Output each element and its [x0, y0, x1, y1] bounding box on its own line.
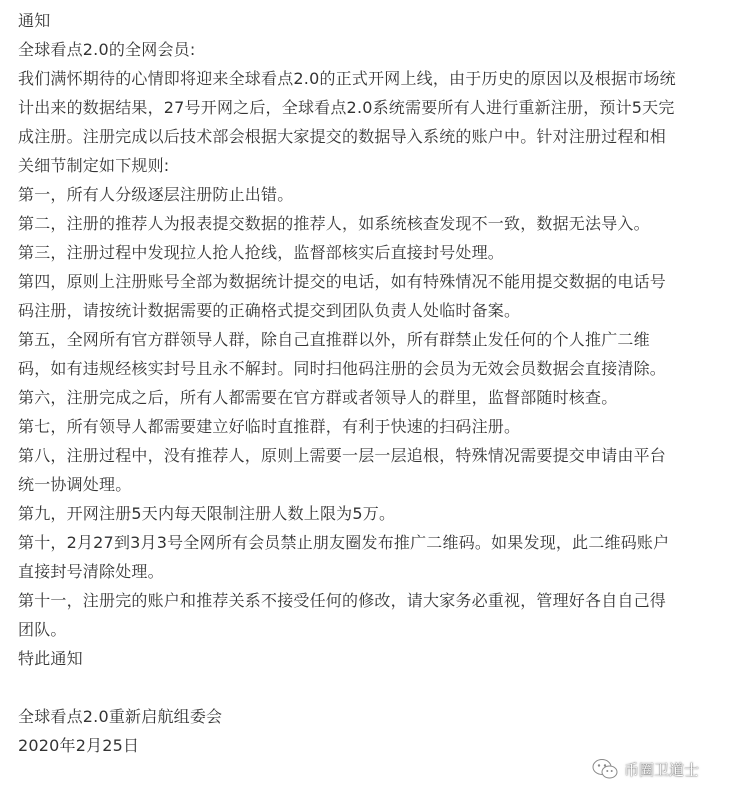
rule-line: 第一，所有人分级逐层注册防止出错。 [18, 185, 294, 204]
rule-line: 第四，原则上注册账号全部为数据统计提交的电话，如有特殊情况不能用提交数据的电话号 [18, 272, 667, 291]
rule-line: 团队。 [18, 620, 67, 639]
notice-signature: 全球看点2.0重新启航组委会 [18, 707, 223, 726]
intro-line: 我们满怀期待的心情即将迎来全球看点2.0的正式开网上线，由于历史的原因以及根据市场统 [18, 69, 676, 88]
rule-line: 第九，开网注册5天内每天限制注册人数上限为5万。 [18, 504, 396, 523]
notice-salutation: 全球看点2.0的全网会员: [18, 40, 196, 59]
rule-10 [18, 528, 730, 586]
watermark-text: 币圈卫道士 [624, 760, 700, 779]
rule-line: 第八，注册过程中，没有推荐人，原则上需要一层一层追根，特殊情况需要提交申请由平台 [18, 446, 667, 465]
notice-title: 通知 [18, 11, 51, 30]
rule-2 [18, 209, 730, 238]
rule-line: 第十一，注册完的账户和推荐关系不接受任何的修改，请大家务必重视，管理好各自自己得 [18, 591, 667, 610]
rule-line: 直接封号清除处理。 [18, 562, 164, 581]
intro-line: 计出来的数据结果，27号开网之后，全球看点2.0系统需要所有人进行重新注册，预计5天完 [18, 98, 675, 117]
notice-date: 2020年2月25日 [18, 736, 140, 755]
rule-9 [18, 499, 730, 528]
rule-line: 第三，注册过程中发现拉人抢人抢线，监督部核实后直接封号处理。 [18, 243, 505, 262]
notice-intro [18, 64, 730, 180]
wechat-icon [592, 758, 618, 780]
rule-line: 统一协调处理。 [18, 475, 132, 494]
rule-7 [18, 412, 730, 441]
notice-closing: 特此通知 [18, 649, 83, 668]
rule-line: 第七，所有领导人都需要建立好临时直推群，有利于快速的扫码注册。 [18, 417, 521, 436]
intro-line: 关细节制定如下规则: [18, 156, 170, 175]
notice-body [18, 6, 730, 760]
blank-line [18, 673, 730, 702]
rule-11 [18, 586, 730, 644]
rule-line: 第二，注册的推荐人为报表提交数据的推荐人，如系统核查发现不一致，数据无法导入。 [18, 214, 650, 233]
watermark [592, 756, 699, 782]
rule-line: 第五，全网所有官方群领导人群，除自己直推群以外，所有群禁止发任何的个人推广二维 [18, 330, 650, 349]
rule-8 [18, 441, 730, 499]
intro-line: 成注册。注册完成以后技术部会根据大家提交的数据导入系统的账户中。针对注册过程和相 [18, 127, 667, 146]
rule-6 [18, 383, 730, 412]
rule-line: 码，如有违规经核实封号且永不解封。同时扫他码注册的会员为无效会员数据会直接清除。 [18, 359, 667, 378]
rule-1 [18, 180, 730, 209]
rule-4 [18, 267, 730, 325]
rule-line: 码注册，请按统计数据需要的正确格式提交到团队负责人处临时备案。 [18, 301, 521, 320]
rule-line: 第十，2月27到3月3号全网所有会员禁止朋友圈发布推广二维码。如果发现，此二维码账户 [18, 533, 670, 552]
rule-3 [18, 238, 730, 267]
rule-line: 第六，注册完成之后，所有人都需要在官方群或者领导人的群里，监督部随时核查。 [18, 388, 618, 407]
rule-5 [18, 325, 730, 383]
